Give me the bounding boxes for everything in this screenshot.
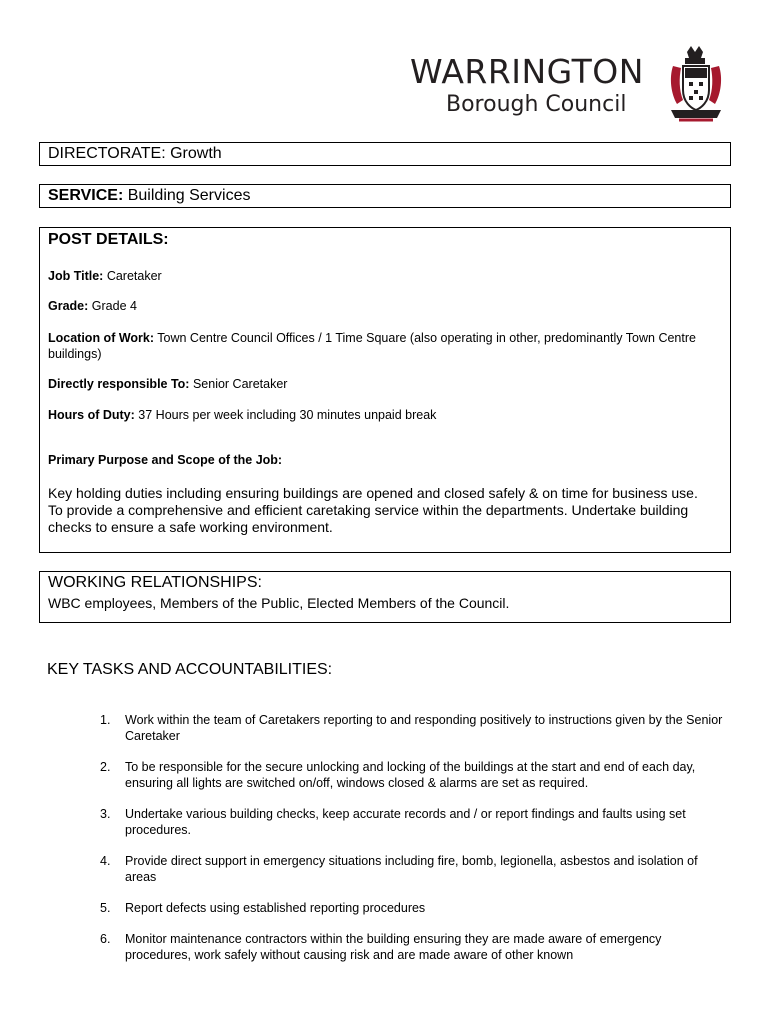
list-item-text: Work within the team of Caretakers reporting to and responding positively to instructions given by the Senior Caretaker <box>125 713 723 743</box>
responsible-to-field <box>48 376 718 392</box>
list-item-text: Report defects using established reporting procedures <box>125 901 426 915</box>
key-tasks-list <box>95 712 725 963</box>
logo-subtitle: Borough Council <box>446 92 627 117</box>
service-value: Building Services <box>127 187 251 204</box>
job-title-field <box>48 268 718 284</box>
job-title-value: Caretaker <box>106 269 162 283</box>
post-details-box <box>39 227 731 553</box>
list-item <box>95 931 725 963</box>
grade-label: Grade: <box>48 299 89 313</box>
list-item <box>95 853 725 885</box>
list-item-number: 2. <box>100 760 111 774</box>
purpose-text: Key holding duties including ensuring buildings are opened and closed safely & on time for business use. To provide a comprehensive and efficient caretaking service within the departments. Undertake building checks to ensure a safe working environment. <box>48 485 698 535</box>
directorate-box <box>39 142 731 166</box>
service-label: SERVICE: <box>48 187 124 204</box>
post-details-heading: POST DETAILS: <box>48 231 169 248</box>
location-field <box>48 330 718 362</box>
working-relationships-heading: WORKING RELATIONSHIPS: <box>48 574 262 591</box>
working-relationships-text: WBC employees, Members of the Public, Elected Members of the Council. <box>48 595 510 611</box>
list-item <box>95 712 725 744</box>
directorate-label: DIRECTORATE: <box>48 145 166 162</box>
list-item <box>95 900 725 916</box>
list-item-text: Undertake various building checks, keep accurate records and / or report findings and faults using set procedures. <box>125 807 686 837</box>
grade-value: Grade 4 <box>91 299 137 313</box>
working-relationships-box <box>39 571 731 623</box>
list-item-text: Monitor maintenance contractors within the building ensuring they are made aware of emergency procedures, work safely without causing risk and are made aware of other known <box>125 932 662 962</box>
list-item-number: 4. <box>100 854 111 868</box>
job-title-label: Job Title: <box>48 269 104 283</box>
service-box <box>39 184 731 208</box>
grade-field <box>48 298 718 314</box>
list-item-number: 6. <box>100 932 111 946</box>
directorate-line <box>48 145 222 163</box>
responsible-to-label: Directly responsible To: <box>48 377 190 391</box>
location-value: Town Centre Council Offices / 1 Time Square (also operating in other, predominantly Town Centre buildings) <box>48 331 696 361</box>
location-label: Location of Work: <box>48 331 155 345</box>
purpose-heading: Primary Purpose and Scope of the Job: <box>48 453 283 467</box>
list-item <box>95 806 725 838</box>
key-tasks-heading: KEY TASKS AND ACCOUNTABILITIES: <box>47 661 333 678</box>
logo-title: WARRINGTON <box>410 52 644 91</box>
list-item-text: Provide direct support in emergency situations including fire, bomb, legionella, asbestos and isolation of areas <box>125 854 698 884</box>
responsible-to-value: Senior Caretaker <box>192 377 288 391</box>
hours-label: Hours of Duty: <box>48 408 135 422</box>
list-item <box>95 759 725 791</box>
list-item-number: 1. <box>100 713 111 727</box>
list-item-number: 3. <box>100 807 111 821</box>
service-line <box>48 187 250 205</box>
hours-value: 37 Hours per week including 30 minutes unpaid break <box>138 408 437 422</box>
directorate-value: Growth <box>170 145 222 162</box>
list-item-number: 5. <box>100 901 111 915</box>
list-item-text: To be responsible for the secure unlocking and locking of the buildings at the start and end of each day, ensuring all lights are switched on/off, windows closed & alarms are set as required. <box>125 760 696 790</box>
hours-field <box>48 407 718 423</box>
coat-of-arms-icon <box>665 44 727 124</box>
council-logo <box>410 44 730 124</box>
